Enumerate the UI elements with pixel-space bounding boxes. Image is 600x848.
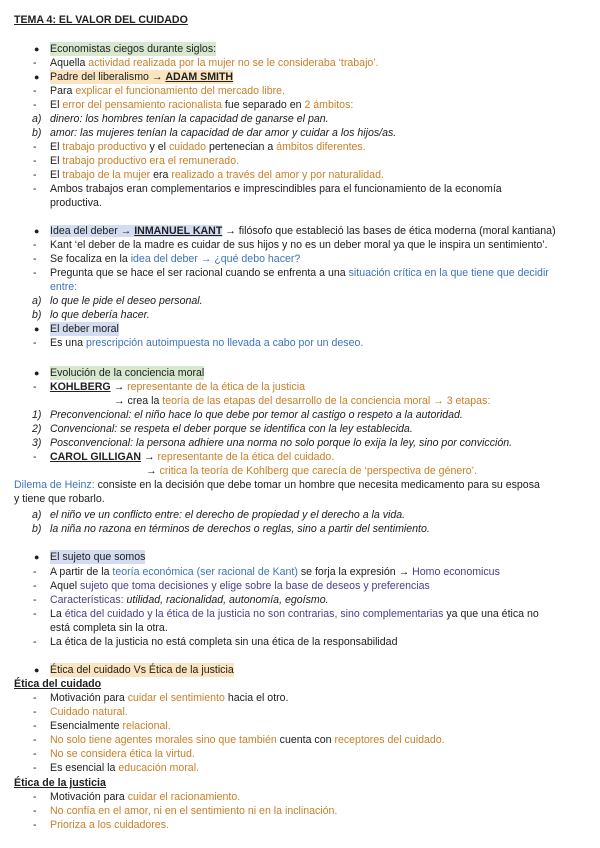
list-item: No confía en el amor, ni en el sentimiento ni en la inclinación. <box>50 805 338 817</box>
list-item: la niña no razona en términos de derechos o reglas, sino a partir del sentimiento. <box>50 523 430 535</box>
dash-icon: - <box>33 451 37 463</box>
list-item: Ambos trabajos eran complementarios e imprescindibles para el funcionamiento de la economía <box>50 183 502 195</box>
dash-icon: - <box>33 580 37 592</box>
list-marker: a) <box>32 113 42 125</box>
list-marker: 1) <box>32 409 42 421</box>
dash-icon: - <box>33 720 37 732</box>
list-item: Aquella actividad realizada por la mujer no se le consideraba ‘trabajo’. <box>50 57 379 69</box>
dash-icon: - <box>33 183 37 195</box>
list-marker: b) <box>32 523 42 535</box>
list-marker: a) <box>32 509 42 521</box>
list-marker: b) <box>32 309 42 321</box>
dash-icon: - <box>33 791 37 803</box>
list-item: El trabajo productivo y el cuidado pertenecian a ámbitos diferentes. <box>50 141 366 153</box>
bullet-icon: ● <box>34 324 40 334</box>
dash-icon: - <box>33 734 37 746</box>
bullet-icon: ● <box>34 226 40 236</box>
list-item: amor: las mujeres tenían la capacidad de dar amor y cuidar a los hijos/as. <box>50 127 397 139</box>
list-item: No solo tiene agentes morales sino que también cuenta con receptores del cuidado. <box>50 734 445 746</box>
list-item-continuation: está completa sin la otra. <box>50 622 168 634</box>
list-item: KOHLBERG → representante de la ética de la justicia <box>50 381 305 393</box>
dash-icon: - <box>33 141 37 153</box>
list-item: Pregunta que se hace el ser racional cuando se enfrenta a una situación crítica en la que tiene que decidir <box>50 267 549 279</box>
list-item: Convencional: se respeta el deber porque se identifica con la ley establecida. <box>50 423 413 435</box>
dash-icon: - <box>33 85 37 97</box>
list-item-continuation: → critica la teoría de Kohlberg que carecía de ‘perspectiva de género’. <box>146 465 477 477</box>
dash-icon: - <box>33 636 37 648</box>
list-item: Para explicar el funcionamiento del mercado libre. <box>50 85 285 97</box>
dash-icon: - <box>33 337 37 349</box>
dash-icon: - <box>33 57 37 69</box>
list-item: A partir de la teoría económica (ser racional de Kant) se forja la expresión → Homo economicus <box>50 566 500 578</box>
list-item: Preconvencional: el niño hace lo que debe por temor al castigo o respeto a la autoridad. <box>50 409 463 421</box>
list-item: CAROL GILLIGAN → representante de la ética del cuidado. <box>50 451 335 463</box>
list-marker: 2) <box>32 423 42 435</box>
list-item: lo que le pide el deseo personal. <box>50 295 203 307</box>
list-item-continuation: entre: <box>50 281 78 293</box>
dash-icon: - <box>33 239 37 251</box>
list-item: Motivación para cuidar el racionamiento. <box>50 791 241 803</box>
bullet-heading: Evolución de la conciencia moral <box>50 367 205 379</box>
dash-icon: - <box>33 155 37 167</box>
paragraph-continuation: y tiene que robarlo. <box>14 493 105 505</box>
list-item-continuation: → crea la teoría de las etapas del desarrollo de la conciencia moral → 3 etapas: <box>114 395 491 407</box>
list-item: dinero: los hombres tenían la capacidad de ganarse el pan. <box>50 113 329 125</box>
bullet-heading: Idea del deber → INMANUEL KANT → filósofo que estableció las bases de ética moderna (moral kantiana) <box>50 225 556 237</box>
list-marker: b) <box>32 127 42 139</box>
bullet-icon: ● <box>34 44 40 54</box>
dash-icon: - <box>33 762 37 774</box>
bullet-heading: Ética del cuidado Vs Ética de la justicia <box>50 664 234 676</box>
list-item-continuation: productiva. <box>50 197 102 209</box>
list-item: Prioriza a los cuidadores. <box>50 819 169 831</box>
list-item: Características: utilidad, racionalidad, autonomía, egoísmo. <box>50 594 329 606</box>
dash-icon: - <box>33 99 37 111</box>
dash-icon: - <box>33 381 37 393</box>
list-item: La ética de la justicia no está completa sin una ética de la responsabilidad <box>50 636 398 648</box>
dash-icon: - <box>33 805 37 817</box>
list-item: Posconvencional: la persona adhiere una norma no solo porque lo exija la ley, sino por convicción. <box>50 437 513 449</box>
list-item: Kant ‘el deber de la madre es cuidar de sus hijos y no es un deber moral ya que le inspira un sentimiento’. <box>50 239 548 251</box>
bullet-icon: ● <box>34 552 40 562</box>
bullet-icon: ● <box>34 665 40 675</box>
bullet-icon: ● <box>34 72 40 82</box>
list-marker: a) <box>32 295 42 307</box>
list-item: El trabajo de la mujer era realizado a través del amor y por naturalidad. <box>50 169 384 181</box>
bullet-heading: Padre del liberalismo → ADAM SMITH <box>50 71 234 83</box>
dash-icon: - <box>33 608 37 620</box>
paragraph: Dilema de Heinz: consiste en la decisión que debe tomar un hombre que necesita medicamento para su esposa <box>14 479 540 491</box>
list-item: El error del pensamiento racionalista fue separado en 2 ámbitos: <box>50 99 354 111</box>
bullet-heading: El deber moral <box>50 323 119 335</box>
list-item: Esencialmente relacional. <box>50 720 171 732</box>
list-item: La ética del cuidado y la ética de la justicia no son contrarias, sino complementarias ya que una ética no <box>50 608 539 620</box>
bullet-heading: Economistas ciegos durante siglos: <box>50 43 217 55</box>
dash-icon: - <box>33 594 37 606</box>
list-item: Motivación para cuidar el sentimiento hacia el otro. <box>50 692 289 704</box>
list-item: Aquel sujeto que toma decisiones y elige sobre la base de deseos y preferencias <box>50 580 430 592</box>
list-item: lo que debería hacer. <box>50 309 150 321</box>
subheading-justicia: Ética de la justicia <box>14 777 106 789</box>
subheading-cuidado: Ética del cuidado <box>14 678 102 690</box>
dash-icon: - <box>33 267 37 279</box>
dash-icon: - <box>33 819 37 831</box>
dash-icon: - <box>33 692 37 704</box>
list-item: No se considera ética la virtud. <box>50 748 195 760</box>
list-item: Es una prescripción autoimpuesta no llevada a cabo por un deseo. <box>50 337 364 349</box>
list-item: Se focaliza en la idea del deber → ¿qué debo hacer? <box>50 253 301 265</box>
list-item: el niño ve un conflicto entre: el derecho de propiedad y el derecho a la vida. <box>50 509 406 521</box>
dash-icon: - <box>33 169 37 181</box>
bullet-heading: El sujeto que somos <box>50 551 146 563</box>
list-marker: 3) <box>32 437 42 449</box>
dash-icon: - <box>33 706 37 718</box>
page-title: TEMA 4: EL VALOR DEL CUIDADO <box>14 14 188 26</box>
dash-icon: - <box>33 566 37 578</box>
list-item: Es esencial la educación moral. <box>50 762 199 774</box>
list-item: El trabajo productivo era el remunerado. <box>50 155 240 167</box>
bullet-icon: ● <box>34 368 40 378</box>
dash-icon: - <box>33 253 37 265</box>
list-item: Cuidado natural. <box>50 706 128 718</box>
dash-icon: - <box>33 748 37 760</box>
